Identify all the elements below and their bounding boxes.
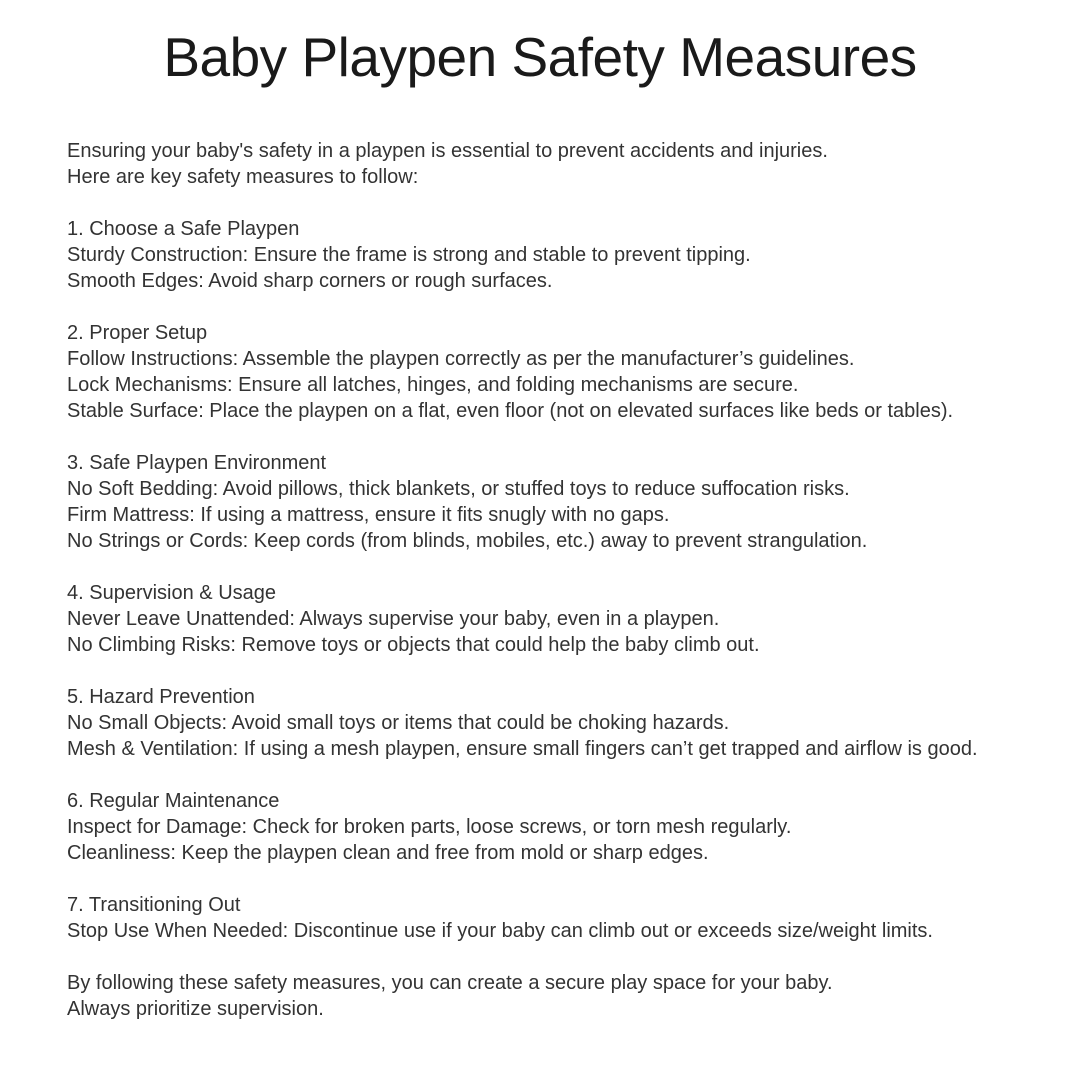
text-line: Cleanliness: Keep the playpen clean and free from mold or sharp edges. (67, 842, 709, 864)
text-line: Stable Surface: Place the playpen on a flat, even floor (not on elevated surfaces like beds or tables). (67, 400, 954, 422)
section-heading: 2. Proper Setup (67, 322, 208, 344)
text-line: Never Leave Unattended: Always supervise your baby, even in a playpen. (67, 608, 720, 630)
intro-line: Ensuring your baby's safety in a playpen is essential to prevent accidents and injuries. (67, 140, 828, 162)
text-line: Lock Mechanisms: Ensure all latches, hinges, and folding mechanisms are secure. (67, 374, 799, 396)
section-4 (67, 580, 1013, 658)
page-title: Baby Playpen Safety Measures (163, 26, 917, 88)
section-1 (67, 216, 1013, 294)
intro-line: Here are key safety measures to follow: (67, 166, 419, 188)
text-line: No Climbing Risks: Remove toys or objects that could help the baby climb out. (67, 634, 760, 656)
text-line: No Small Objects: Avoid small toys or items that could be choking hazards. (67, 712, 730, 734)
section-heading: 5. Hazard Prevention (67, 686, 255, 708)
text-line: Follow Instructions: Assemble the playpen correctly as per the manufacturer’s guidelines. (67, 348, 855, 370)
closing-line: Always prioritize supervision. (67, 998, 324, 1020)
section-heading: 4. Supervision & Usage (67, 582, 277, 604)
text-line: No Strings or Cords: Keep cords (from blinds, mobiles, etc.) away to prevent strangulation. (67, 530, 868, 552)
document-body (67, 138, 1013, 1022)
intro-paragraph (67, 138, 1013, 190)
section-3 (67, 450, 1013, 554)
text-line: Smooth Edges: Avoid sharp corners or rough surfaces. (67, 270, 553, 292)
text-line: Stop Use When Needed: Discontinue use if your baby can climb out or exceeds size/weight limits. (67, 920, 933, 942)
section-5 (67, 684, 1013, 762)
section-6 (67, 788, 1013, 866)
section-heading: 3. Safe Playpen Environment (67, 452, 327, 474)
text-line: Firm Mattress: If using a mattress, ensure it fits snugly with no gaps. (67, 504, 670, 526)
text-line: No Soft Bedding: Avoid pillows, thick blankets, or stuffed toys to reduce suffocation risks. (67, 478, 850, 500)
closing-line: By following these safety measures, you can create a secure play space for your baby. (67, 972, 833, 994)
text-line: Inspect for Damage: Check for broken parts, loose screws, or torn mesh regularly. (67, 816, 792, 838)
section-2 (67, 320, 1013, 424)
section-heading: 1. Choose a Safe Playpen (67, 218, 300, 240)
section-7 (67, 892, 1013, 944)
text-line: Sturdy Construction: Ensure the frame is strong and stable to prevent tipping. (67, 244, 751, 266)
section-heading: 6. Regular Maintenance (67, 790, 280, 812)
text-line: Mesh & Ventilation: If using a mesh playpen, ensure small fingers can’t get trapped and airflow is good. (67, 738, 978, 760)
closing-paragraph (67, 970, 1013, 1022)
section-heading: 7. Transitioning Out (67, 894, 241, 916)
